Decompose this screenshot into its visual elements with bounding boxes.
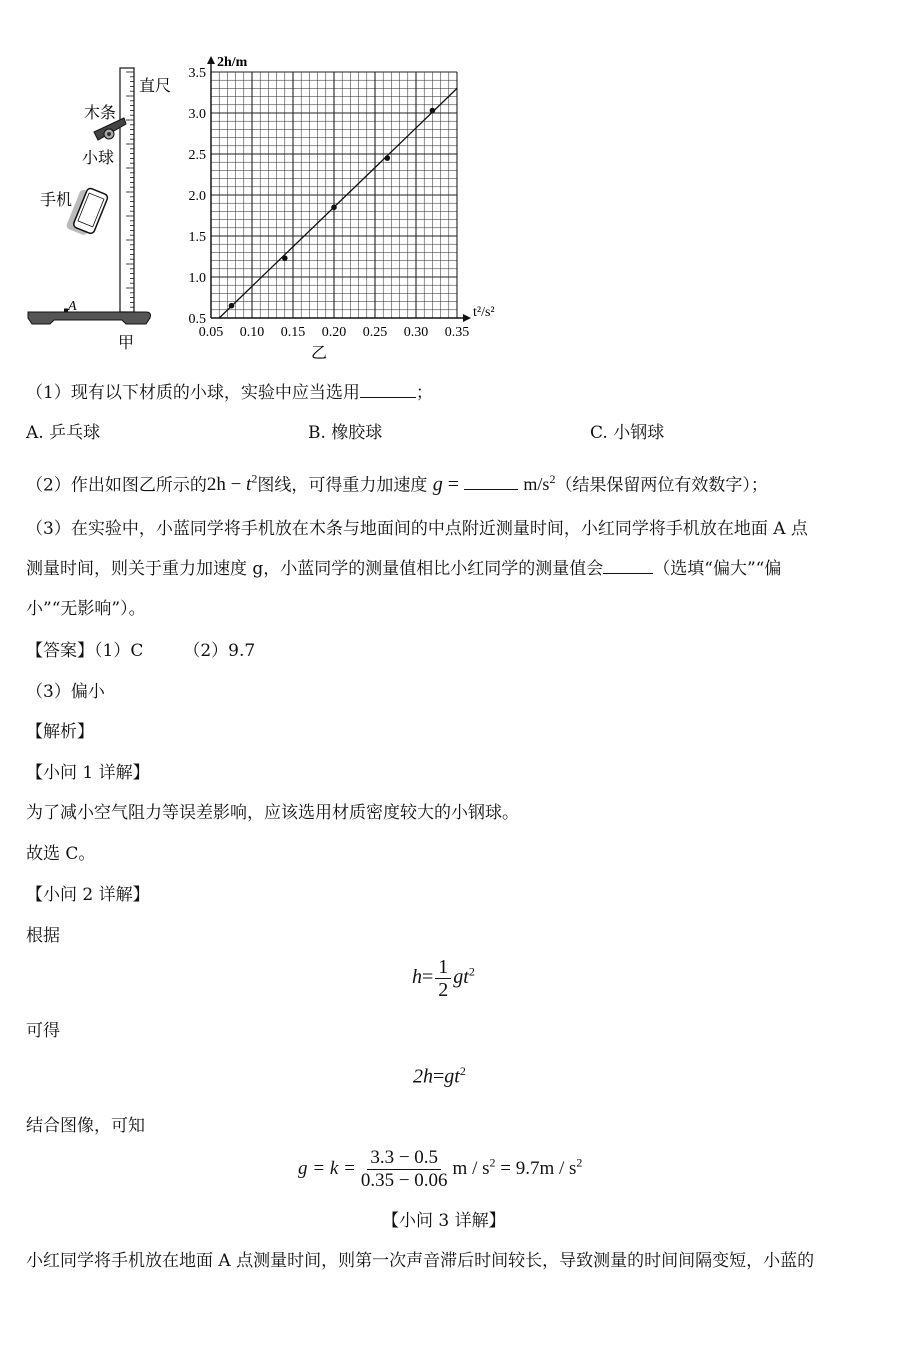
sub3-title: 【小问 3 详解】 xyxy=(382,1211,506,1231)
data-point xyxy=(229,303,235,309)
answer-3: （3）偏小 xyxy=(26,682,105,702)
data-point xyxy=(385,155,391,161)
x-tick-label: 0.35 xyxy=(444,325,470,340)
x-axis-label: t²/s² xyxy=(473,305,495,320)
ruler xyxy=(120,68,134,312)
y-tick-label: 2.0 xyxy=(188,189,206,204)
y-tick-label: 1.0 xyxy=(188,271,206,286)
data-point xyxy=(430,108,436,114)
formula-h-half-gt2: h= $\frac{1}{2}$ $gt^2$ xyxy=(412,956,475,1001)
y-tick-label: 0.5 xyxy=(188,312,206,327)
x-axis-arrow xyxy=(463,314,471,322)
graph-2h-vs-t2 xyxy=(176,48,516,363)
stand-base xyxy=(28,312,151,324)
x-tick-label: 0.25 xyxy=(362,325,388,340)
x-tick-label: 0.15 xyxy=(280,325,306,340)
y-tick-label: 3.5 xyxy=(188,66,206,81)
sub3-text: 小红同学将手机放在地面 A 点测量时间，则第一次声音滞后时间较长，导致测量的时间间隔变短，小蓝的 xyxy=(26,1251,815,1271)
y-tick-label: 2.5 xyxy=(188,148,206,163)
answer-line: 【答案】（1）C （2）9.7 xyxy=(26,641,256,661)
x-tick-label: 0.30 xyxy=(403,325,429,340)
sub2-text2: 可得 xyxy=(26,1021,60,1041)
figure-jia-caption: 甲 xyxy=(118,335,135,352)
sub2-text3: 结合图像，可知 xyxy=(26,1116,145,1136)
data-point xyxy=(282,255,288,261)
sub2-text1: 根据 xyxy=(26,926,60,946)
option-b: B. 橡胶球 xyxy=(308,423,383,443)
formula-2h-gt2: $2h=gt^2$ xyxy=(413,1064,466,1088)
sub2-title: 【小问 2 详解】 xyxy=(26,885,150,905)
option-c: C. 小钢球 xyxy=(590,423,665,443)
option-a: A. 乒乓球 xyxy=(26,423,101,443)
phone-label: 手机 xyxy=(40,192,73,209)
sub1-text2: 故选 C。 xyxy=(26,844,96,864)
sub1-title: 【小问 1 详解】 xyxy=(26,763,150,783)
x-tick-label: 0.20 xyxy=(321,325,347,340)
y-tick-label: 3.0 xyxy=(188,107,206,122)
y-axis-arrow xyxy=(207,56,215,64)
y-tick-label: 1.5 xyxy=(188,230,206,245)
wood-label: 木条 xyxy=(84,105,117,122)
question-3-line2: 测量时间，则关于重力加速度 g，小蓝同学的测量值相比小红同学的测量值会 （选填“偏大”“偏 xyxy=(26,559,782,579)
ball-label: 小球 xyxy=(82,150,115,167)
figure-yi-caption: 乙 xyxy=(310,345,328,362)
x-tick-label: 0.10 xyxy=(239,325,265,340)
question-3-line3: 小”“无影响”）。 xyxy=(26,599,146,619)
question-2: （2）作出如图乙所示的$2h - t^2$图线，可得重力加速度 $g = m/s^2$（结果保留两位有效数字）； xyxy=(26,472,768,496)
apparatus-figure xyxy=(20,60,172,355)
formula-g-equals-k: g = k = $\frac{3.3 - 0.5}{0.35 - 0.06}$ $m / s^2 = 9.7m / s^2$ xyxy=(298,1147,583,1191)
data-point xyxy=(331,205,337,211)
analysis-label: 【解析】 xyxy=(26,722,94,742)
sub1-text1: 为了减小空气阻力等误差影响，应该选用材质密度较大的小钢球。 xyxy=(26,803,519,823)
x-tick-label: 0.05 xyxy=(198,325,224,340)
question-1: （1）现有以下材质的小球，实验中应当选用 ； xyxy=(26,383,433,403)
y-axis-label: 2h/m xyxy=(217,55,248,70)
question-3-line1: （3）在实验中，小蓝同学将手机放在木条与地面间的中点附近测量时间，小红同学将手机放在地面 A 点 xyxy=(26,519,808,539)
ruler-label: 直尺 xyxy=(139,78,172,95)
point-a-label: A xyxy=(68,299,77,314)
